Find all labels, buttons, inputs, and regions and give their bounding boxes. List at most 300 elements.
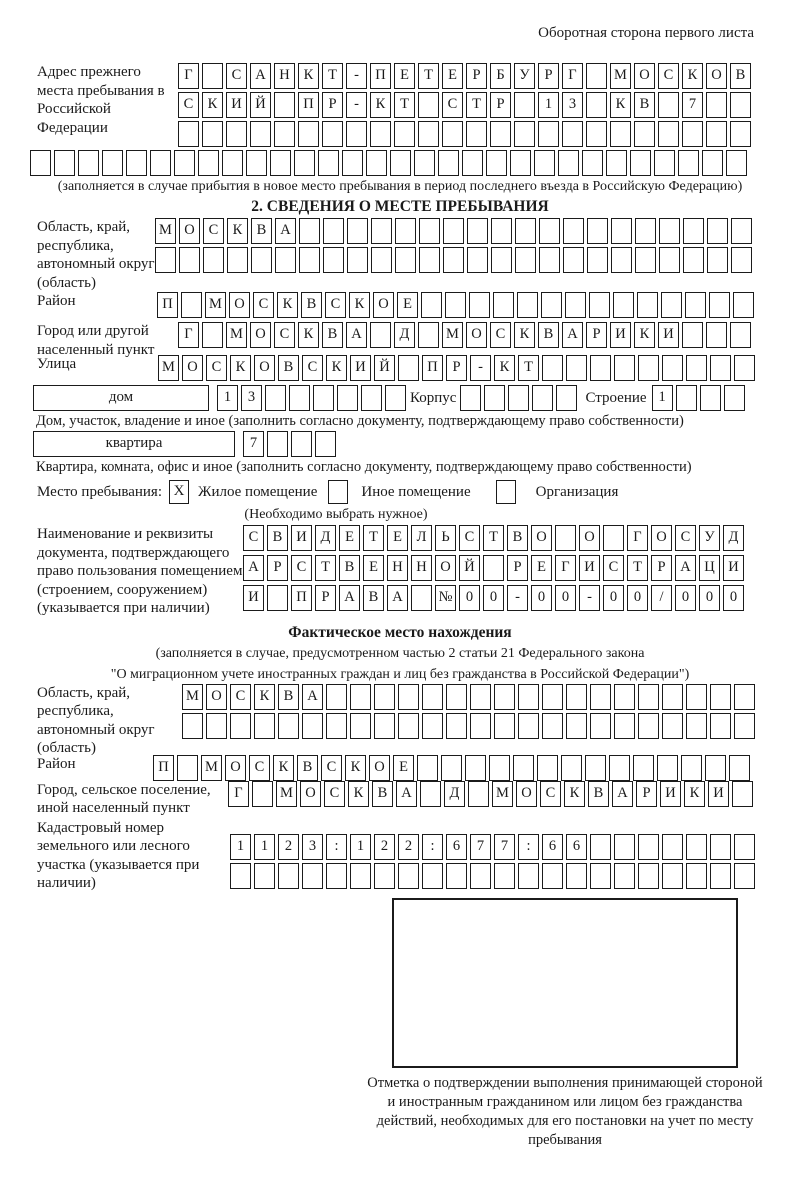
char-cell[interactable]: 3 bbox=[241, 385, 262, 411]
char-cell[interactable]: В bbox=[251, 218, 272, 244]
char-cell[interactable] bbox=[538, 121, 559, 147]
char-cell[interactable]: В bbox=[322, 322, 343, 348]
char-cell[interactable]: В bbox=[278, 684, 299, 710]
char-cell[interactable] bbox=[662, 684, 683, 710]
char-cell[interactable]: Т bbox=[518, 355, 539, 381]
char-cell[interactable]: Г bbox=[178, 322, 199, 348]
house-type-field[interactable]: дом bbox=[33, 385, 209, 411]
char-cell[interactable] bbox=[468, 781, 489, 807]
char-cell[interactable] bbox=[518, 684, 539, 710]
char-cell[interactable]: Й bbox=[250, 92, 271, 118]
char-cell[interactable]: В bbox=[267, 525, 288, 551]
char-cell[interactable]: С bbox=[324, 781, 345, 807]
char-cell[interactable]: М bbox=[276, 781, 297, 807]
char-cell[interactable] bbox=[659, 218, 680, 244]
char-cell[interactable]: 6 bbox=[566, 834, 587, 860]
char-cell[interactable] bbox=[302, 713, 323, 739]
char-cell[interactable] bbox=[322, 121, 343, 147]
char-cell[interactable]: Г bbox=[627, 525, 648, 551]
char-cell[interactable] bbox=[484, 385, 505, 411]
char-cell[interactable] bbox=[590, 834, 611, 860]
char-cell[interactable]: И bbox=[658, 322, 679, 348]
char-cell[interactable] bbox=[466, 121, 487, 147]
char-cell[interactable]: С bbox=[490, 322, 511, 348]
char-cell[interactable] bbox=[291, 431, 312, 457]
char-cell[interactable] bbox=[614, 863, 635, 889]
char-cell[interactable] bbox=[518, 713, 539, 739]
char-cell[interactable] bbox=[586, 63, 607, 89]
char-cell[interactable]: О bbox=[435, 555, 456, 581]
char-cell[interactable]: В bbox=[507, 525, 528, 551]
char-cell[interactable] bbox=[326, 684, 347, 710]
char-cell[interactable]: Р bbox=[490, 92, 511, 118]
char-cell[interactable]: Т bbox=[363, 525, 384, 551]
char-cell[interactable]: 3 bbox=[302, 834, 323, 860]
char-cell[interactable]: В bbox=[538, 322, 559, 348]
char-cell[interactable]: С bbox=[658, 63, 679, 89]
char-cell[interactable] bbox=[299, 218, 320, 244]
char-cell[interactable] bbox=[254, 713, 275, 739]
char-cell[interactable] bbox=[706, 322, 727, 348]
char-cell[interactable]: К bbox=[682, 63, 703, 89]
char-cell[interactable]: К bbox=[230, 355, 251, 381]
char-cell[interactable]: Г bbox=[178, 63, 199, 89]
char-cell[interactable]: К bbox=[326, 355, 347, 381]
char-cell[interactable] bbox=[734, 834, 755, 860]
char-cell[interactable]: П bbox=[298, 92, 319, 118]
char-cell[interactable]: О bbox=[206, 684, 227, 710]
char-cell[interactable] bbox=[366, 150, 387, 176]
char-cell[interactable]: 0 bbox=[555, 585, 576, 611]
char-cell[interactable] bbox=[657, 755, 678, 781]
char-cell[interactable] bbox=[374, 863, 395, 889]
char-cell[interactable]: И bbox=[243, 585, 264, 611]
char-cell[interactable]: И bbox=[291, 525, 312, 551]
char-cell[interactable]: Е bbox=[394, 63, 415, 89]
char-cell[interactable] bbox=[630, 150, 651, 176]
char-cell[interactable] bbox=[370, 121, 391, 147]
char-cell[interactable] bbox=[443, 218, 464, 244]
char-cell[interactable]: П bbox=[291, 585, 312, 611]
char-cell[interactable]: Р bbox=[507, 555, 528, 581]
char-cell[interactable] bbox=[514, 121, 535, 147]
char-cell[interactable] bbox=[374, 684, 395, 710]
char-cell[interactable]: А bbox=[675, 555, 696, 581]
char-cell[interactable] bbox=[730, 121, 751, 147]
char-cell[interactable] bbox=[555, 525, 576, 551]
char-cell[interactable]: О bbox=[373, 292, 394, 318]
char-cell[interactable]: П bbox=[157, 292, 178, 318]
char-cell[interactable]: С bbox=[243, 525, 264, 551]
char-cell[interactable] bbox=[562, 121, 583, 147]
char-cell[interactable]: Д bbox=[723, 525, 744, 551]
char-cell[interactable]: 0 bbox=[603, 585, 624, 611]
char-cell[interactable] bbox=[732, 781, 753, 807]
char-cell[interactable]: К bbox=[202, 92, 223, 118]
char-cell[interactable] bbox=[182, 713, 203, 739]
char-cell[interactable]: - bbox=[579, 585, 600, 611]
char-cell[interactable]: В bbox=[372, 781, 393, 807]
char-cell[interactable]: А bbox=[243, 555, 264, 581]
char-cell[interactable] bbox=[514, 92, 535, 118]
char-cell[interactable] bbox=[686, 713, 707, 739]
char-cell[interactable]: № bbox=[435, 585, 456, 611]
char-cell[interactable]: - bbox=[507, 585, 528, 611]
char-cell[interactable] bbox=[611, 218, 632, 244]
char-cell[interactable] bbox=[734, 355, 755, 381]
char-cell[interactable] bbox=[174, 150, 195, 176]
char-cell[interactable]: О bbox=[579, 525, 600, 551]
char-cell[interactable]: А bbox=[302, 684, 323, 710]
char-cell[interactable] bbox=[462, 150, 483, 176]
char-cell[interactable] bbox=[614, 834, 635, 860]
char-cell[interactable]: Е bbox=[442, 63, 463, 89]
char-cell[interactable] bbox=[395, 218, 416, 244]
char-cell[interactable] bbox=[198, 150, 219, 176]
checkbox-residential[interactable]: X bbox=[169, 480, 189, 504]
char-cell[interactable] bbox=[265, 385, 286, 411]
char-cell[interactable] bbox=[685, 292, 706, 318]
char-cell[interactable]: Г bbox=[555, 555, 576, 581]
char-cell[interactable] bbox=[178, 121, 199, 147]
char-cell[interactable]: 2 bbox=[374, 834, 395, 860]
char-cell[interactable] bbox=[566, 355, 587, 381]
char-cell[interactable] bbox=[585, 755, 606, 781]
char-cell[interactable] bbox=[417, 755, 438, 781]
char-cell[interactable] bbox=[705, 755, 726, 781]
char-cell[interactable]: О bbox=[182, 355, 203, 381]
char-cell[interactable] bbox=[614, 713, 635, 739]
char-cell[interactable]: Т bbox=[322, 63, 343, 89]
char-cell[interactable] bbox=[419, 247, 440, 273]
char-cell[interactable] bbox=[230, 863, 251, 889]
char-cell[interactable] bbox=[613, 292, 634, 318]
char-cell[interactable] bbox=[323, 218, 344, 244]
char-cell[interactable] bbox=[418, 322, 439, 348]
char-cell[interactable]: С bbox=[230, 684, 251, 710]
char-cell[interactable]: 2 bbox=[278, 834, 299, 860]
char-cell[interactable]: 7 bbox=[682, 92, 703, 118]
char-cell[interactable]: 1 bbox=[217, 385, 238, 411]
char-cell[interactable] bbox=[202, 322, 223, 348]
char-cell[interactable] bbox=[638, 355, 659, 381]
char-cell[interactable]: О bbox=[466, 322, 487, 348]
char-cell[interactable] bbox=[226, 121, 247, 147]
char-cell[interactable] bbox=[294, 150, 315, 176]
char-cell[interactable]: - bbox=[346, 92, 367, 118]
char-cell[interactable]: 7 bbox=[470, 834, 491, 860]
char-cell[interactable] bbox=[179, 247, 200, 273]
char-cell[interactable] bbox=[251, 247, 272, 273]
char-cell[interactable]: У bbox=[514, 63, 535, 89]
char-cell[interactable]: 0 bbox=[459, 585, 480, 611]
char-cell[interactable]: С bbox=[206, 355, 227, 381]
char-cell[interactable] bbox=[246, 150, 267, 176]
char-cell[interactable] bbox=[731, 218, 752, 244]
char-cell[interactable]: П bbox=[370, 63, 391, 89]
char-cell[interactable] bbox=[542, 863, 563, 889]
char-cell[interactable]: С bbox=[442, 92, 463, 118]
char-cell[interactable]: С bbox=[274, 322, 295, 348]
char-cell[interactable]: К bbox=[348, 781, 369, 807]
char-cell[interactable] bbox=[411, 585, 432, 611]
char-cell[interactable] bbox=[606, 150, 627, 176]
char-cell[interactable]: 1 bbox=[652, 385, 673, 411]
char-cell[interactable]: И bbox=[610, 322, 631, 348]
char-cell[interactable] bbox=[582, 150, 603, 176]
char-cell[interactable] bbox=[565, 292, 586, 318]
char-cell[interactable]: Н bbox=[274, 63, 295, 89]
char-cell[interactable] bbox=[30, 150, 51, 176]
char-cell[interactable]: Д bbox=[315, 525, 336, 551]
char-cell[interactable]: 2 bbox=[398, 834, 419, 860]
char-cell[interactable] bbox=[371, 218, 392, 244]
char-cell[interactable] bbox=[350, 863, 371, 889]
char-cell[interactable]: : bbox=[326, 834, 347, 860]
char-cell[interactable]: 6 bbox=[446, 834, 467, 860]
char-cell[interactable] bbox=[729, 755, 750, 781]
char-cell[interactable] bbox=[441, 755, 462, 781]
checkbox-organization[interactable] bbox=[496, 480, 516, 504]
char-cell[interactable]: К bbox=[610, 92, 631, 118]
char-cell[interactable] bbox=[513, 755, 534, 781]
char-cell[interactable]: К bbox=[349, 292, 370, 318]
char-cell[interactable] bbox=[490, 121, 511, 147]
char-cell[interactable]: Р bbox=[446, 355, 467, 381]
char-cell[interactable]: Р bbox=[466, 63, 487, 89]
char-cell[interactable]: - bbox=[346, 63, 367, 89]
char-cell[interactable]: С bbox=[291, 555, 312, 581]
char-cell[interactable] bbox=[710, 713, 731, 739]
char-cell[interactable]: М bbox=[226, 322, 247, 348]
char-cell[interactable]: А bbox=[346, 322, 367, 348]
char-cell[interactable]: М bbox=[205, 292, 226, 318]
char-cell[interactable] bbox=[539, 247, 560, 273]
char-cell[interactable] bbox=[661, 292, 682, 318]
char-cell[interactable]: К bbox=[298, 322, 319, 348]
char-cell[interactable] bbox=[658, 92, 679, 118]
char-cell[interactable] bbox=[494, 713, 515, 739]
char-cell[interactable]: М bbox=[492, 781, 513, 807]
char-cell[interactable] bbox=[494, 684, 515, 710]
char-cell[interactable] bbox=[681, 755, 702, 781]
char-cell[interactable] bbox=[726, 150, 747, 176]
char-cell[interactable] bbox=[342, 150, 363, 176]
char-cell[interactable] bbox=[299, 247, 320, 273]
char-cell[interactable] bbox=[278, 713, 299, 739]
char-cell[interactable] bbox=[470, 684, 491, 710]
char-cell[interactable] bbox=[491, 218, 512, 244]
char-cell[interactable] bbox=[78, 150, 99, 176]
char-cell[interactable] bbox=[686, 355, 707, 381]
char-cell[interactable]: С bbox=[459, 525, 480, 551]
char-cell[interactable] bbox=[275, 247, 296, 273]
char-cell[interactable] bbox=[590, 713, 611, 739]
char-cell[interactable] bbox=[398, 713, 419, 739]
char-cell[interactable]: О bbox=[300, 781, 321, 807]
char-cell[interactable]: Р bbox=[636, 781, 657, 807]
char-cell[interactable] bbox=[662, 713, 683, 739]
char-cell[interactable]: 0 bbox=[675, 585, 696, 611]
char-cell[interactable] bbox=[707, 247, 728, 273]
char-cell[interactable] bbox=[347, 247, 368, 273]
char-cell[interactable] bbox=[724, 385, 745, 411]
char-cell[interactable]: 1 bbox=[538, 92, 559, 118]
char-cell[interactable]: С bbox=[249, 755, 270, 781]
char-cell[interactable] bbox=[323, 247, 344, 273]
char-cell[interactable]: К bbox=[227, 218, 248, 244]
char-cell[interactable] bbox=[706, 92, 727, 118]
char-cell[interactable] bbox=[313, 385, 334, 411]
char-cell[interactable] bbox=[443, 247, 464, 273]
char-cell[interactable] bbox=[361, 385, 382, 411]
char-cell[interactable]: Р bbox=[586, 322, 607, 348]
char-cell[interactable] bbox=[662, 834, 683, 860]
char-cell[interactable] bbox=[446, 713, 467, 739]
char-cell[interactable]: С bbox=[203, 218, 224, 244]
char-cell[interactable] bbox=[707, 218, 728, 244]
char-cell[interactable]: Е bbox=[363, 555, 384, 581]
char-cell[interactable] bbox=[686, 684, 707, 710]
char-cell[interactable] bbox=[637, 292, 658, 318]
apartment-type-field[interactable]: квартира bbox=[33, 431, 235, 457]
char-cell[interactable] bbox=[686, 834, 707, 860]
char-cell[interactable]: Т bbox=[483, 525, 504, 551]
char-cell[interactable] bbox=[611, 247, 632, 273]
char-cell[interactable] bbox=[446, 863, 467, 889]
char-cell[interactable] bbox=[102, 150, 123, 176]
char-cell[interactable] bbox=[561, 755, 582, 781]
char-cell[interactable] bbox=[702, 150, 723, 176]
char-cell[interactable]: 0 bbox=[699, 585, 720, 611]
char-cell[interactable] bbox=[493, 292, 514, 318]
char-cell[interactable]: В bbox=[730, 63, 751, 89]
char-cell[interactable] bbox=[177, 755, 198, 781]
char-cell[interactable] bbox=[371, 247, 392, 273]
char-cell[interactable]: О bbox=[531, 525, 552, 551]
char-cell[interactable]: Д bbox=[444, 781, 465, 807]
char-cell[interactable] bbox=[222, 150, 243, 176]
char-cell[interactable] bbox=[563, 247, 584, 273]
char-cell[interactable]: О bbox=[369, 755, 390, 781]
char-cell[interactable] bbox=[302, 863, 323, 889]
char-cell[interactable]: В bbox=[634, 92, 655, 118]
char-cell[interactable]: О bbox=[634, 63, 655, 89]
checkbox-other-premises[interactable] bbox=[328, 480, 348, 504]
char-cell[interactable] bbox=[662, 863, 683, 889]
char-cell[interactable] bbox=[542, 355, 563, 381]
char-cell[interactable]: А bbox=[250, 63, 271, 89]
char-cell[interactable]: С bbox=[675, 525, 696, 551]
char-cell[interactable] bbox=[566, 713, 587, 739]
char-cell[interactable] bbox=[566, 684, 587, 710]
char-cell[interactable]: Г bbox=[562, 63, 583, 89]
char-cell[interactable]: Д bbox=[394, 322, 415, 348]
char-cell[interactable] bbox=[491, 247, 512, 273]
char-cell[interactable]: Е bbox=[339, 525, 360, 551]
char-cell[interactable]: М bbox=[610, 63, 631, 89]
char-cell[interactable]: Е bbox=[531, 555, 552, 581]
char-cell[interactable] bbox=[734, 684, 755, 710]
char-cell[interactable] bbox=[534, 150, 555, 176]
char-cell[interactable] bbox=[270, 150, 291, 176]
char-cell[interactable]: К bbox=[254, 684, 275, 710]
char-cell[interactable]: У bbox=[699, 525, 720, 551]
char-cell[interactable]: 6 bbox=[542, 834, 563, 860]
char-cell[interactable] bbox=[638, 684, 659, 710]
char-cell[interactable]: Т bbox=[627, 555, 648, 581]
char-cell[interactable]: О bbox=[254, 355, 275, 381]
char-cell[interactable] bbox=[298, 121, 319, 147]
char-cell[interactable] bbox=[659, 247, 680, 273]
char-cell[interactable]: К bbox=[564, 781, 585, 807]
char-cell[interactable]: В bbox=[301, 292, 322, 318]
char-cell[interactable] bbox=[733, 292, 754, 318]
char-cell[interactable] bbox=[542, 684, 563, 710]
char-cell[interactable]: Р bbox=[267, 555, 288, 581]
char-cell[interactable] bbox=[206, 713, 227, 739]
char-cell[interactable]: С bbox=[540, 781, 561, 807]
char-cell[interactable] bbox=[326, 863, 347, 889]
char-cell[interactable] bbox=[460, 385, 481, 411]
char-cell[interactable]: Ц bbox=[699, 555, 720, 581]
char-cell[interactable] bbox=[370, 322, 391, 348]
char-cell[interactable] bbox=[254, 863, 275, 889]
char-cell[interactable] bbox=[250, 121, 271, 147]
char-cell[interactable] bbox=[590, 355, 611, 381]
char-cell[interactable] bbox=[532, 385, 553, 411]
char-cell[interactable] bbox=[274, 121, 295, 147]
char-cell[interactable] bbox=[734, 713, 755, 739]
char-cell[interactable] bbox=[634, 121, 655, 147]
char-cell[interactable] bbox=[517, 292, 538, 318]
char-cell[interactable]: Й bbox=[459, 555, 480, 581]
char-cell[interactable]: Т bbox=[394, 92, 415, 118]
char-cell[interactable] bbox=[710, 863, 731, 889]
char-cell[interactable] bbox=[267, 431, 288, 457]
char-cell[interactable]: 0 bbox=[627, 585, 648, 611]
char-cell[interactable] bbox=[662, 355, 683, 381]
char-cell[interactable]: А bbox=[612, 781, 633, 807]
char-cell[interactable]: П bbox=[153, 755, 174, 781]
char-cell[interactable] bbox=[734, 863, 755, 889]
char-cell[interactable] bbox=[541, 292, 562, 318]
char-cell[interactable] bbox=[635, 247, 656, 273]
char-cell[interactable]: М bbox=[201, 755, 222, 781]
char-cell[interactable]: Р bbox=[651, 555, 672, 581]
char-cell[interactable] bbox=[385, 385, 406, 411]
char-cell[interactable]: С bbox=[226, 63, 247, 89]
char-cell[interactable]: 0 bbox=[483, 585, 504, 611]
char-cell[interactable] bbox=[682, 322, 703, 348]
char-cell[interactable] bbox=[658, 121, 679, 147]
char-cell[interactable] bbox=[566, 863, 587, 889]
char-cell[interactable] bbox=[467, 218, 488, 244]
char-cell[interactable] bbox=[518, 863, 539, 889]
char-cell[interactable]: А bbox=[387, 585, 408, 611]
char-cell[interactable] bbox=[556, 385, 577, 411]
char-cell[interactable] bbox=[638, 863, 659, 889]
char-cell[interactable] bbox=[155, 247, 176, 273]
char-cell[interactable]: 0 bbox=[531, 585, 552, 611]
char-cell[interactable] bbox=[539, 218, 560, 244]
char-cell[interactable] bbox=[350, 713, 371, 739]
char-cell[interactable] bbox=[181, 292, 202, 318]
char-cell[interactable] bbox=[614, 684, 635, 710]
char-cell[interactable]: Е bbox=[393, 755, 414, 781]
char-cell[interactable]: Н bbox=[411, 555, 432, 581]
char-cell[interactable] bbox=[603, 525, 624, 551]
